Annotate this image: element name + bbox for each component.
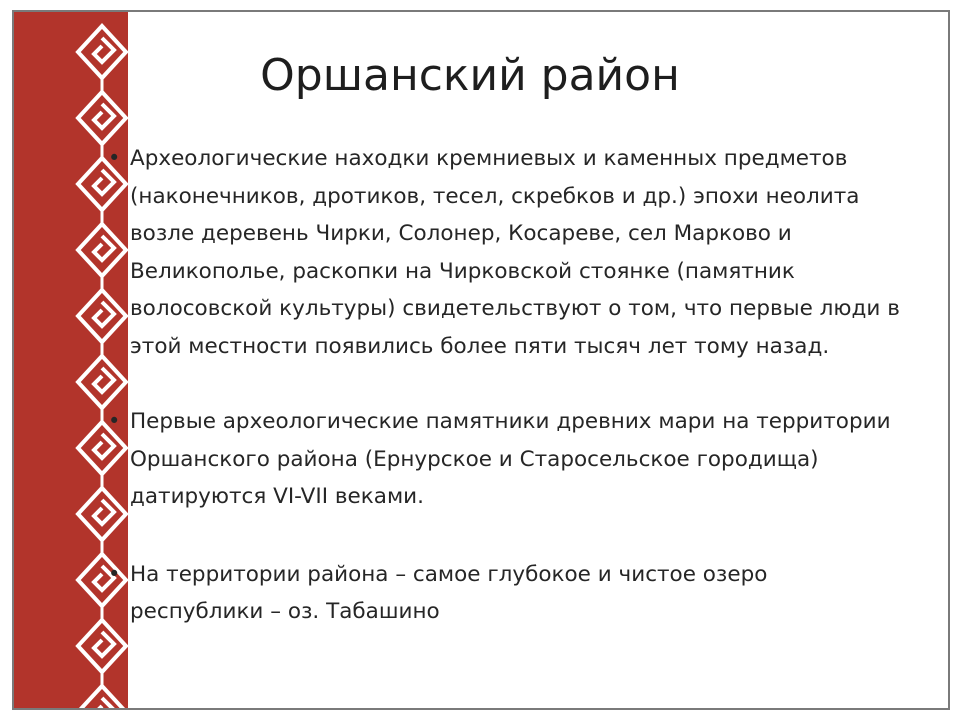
bullet-item bbox=[106, 403, 906, 516]
bullet-item bbox=[106, 556, 906, 631]
bullet-text: Первые археологические памятники древних мари на территории Оршанского района (Ернурское и Старосельское городища) датируются VI-VII веками. bbox=[130, 409, 891, 509]
bullet-item bbox=[106, 140, 906, 365]
ornament-motif bbox=[78, 686, 126, 708]
bullet-marker: • bbox=[108, 146, 121, 170]
ornament-motif bbox=[78, 26, 126, 92]
bullet-marker: • bbox=[108, 409, 121, 433]
slide-title: Оршанский район bbox=[260, 50, 680, 101]
bullet-list bbox=[106, 140, 906, 631]
bullet-marker: • bbox=[108, 561, 121, 586]
bullet-text: Археологические находки кремниевых и каменных предметов (наконечников, дротиков, тесел, скребков и др.) эпохи неолита возле деревень Чирки, Солонер, Косареве, сел Марково и Великополье, раскопки на Чирковской стоянке (памятник волосовской культуры) свидетельствуют о том, что первые люди в этой местности появились более пяти тысяч лет тому назад. bbox=[130, 146, 900, 359]
bullet-text: На территории района – самое глубокое и чистое озеро республики – оз. Табашино bbox=[130, 561, 768, 624]
